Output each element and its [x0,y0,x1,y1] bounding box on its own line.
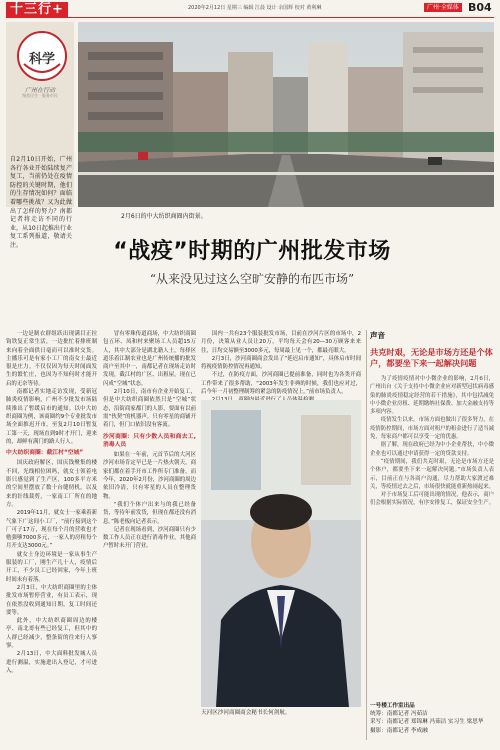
dateline: 2020年2月12日 星期三 编辑 江晨 设计 余国辉 校对 黄利琳 [188,5,322,11]
intro-text: 自2月10日开始，广州各行各业开始陆续复产复工，当前仍处在疫情防控的关键时期，他们的生存情况如何？面临着哪些挑战？又为此做出了怎样的努力？南都记者将走访不同的行业，从10日起推出行业复工系列报道，敬请关注。 [10,156,72,249]
article-column-3 [201,330,361,398]
paragraph: “我们个体户出来与的我已经备货，等待年前发货，但现在都还没有消息。”陈老板向记者表示。 [103,501,196,525]
paragraph: 国内一共有23个服装批发市场，目前在沙河片区的市场中，2月份，决策从业人员让20万，平均每天会有20—30万顾客来来往，日均交易额至3000多元，每周最上见一个，都最亮眼大。 [201,331,361,354]
photo-caption-2: 天河区沙河商圈商会秘书长何剑航。 [201,710,291,716]
paragraph: 南都记者实地走访发现，受新冠肺炎疫情影响，广州不少批发市场陆续推出了暂缓启市的通知。以中大纺织商圈为例，该商圈约9个专业批发市场全面推迟开市，至复2月10日暂复工第一天，现场直到9时才开门，迎来的，却鲜有满门的路人行人。 [6,389,97,445]
top-rule [6,17,494,18]
page-number: B04 [468,1,492,14]
paragraph: 为了疫情疫情对中小微企业的影响，2月6日，广州出台《关于支持中小微企业应对新型冠状病毒感染的肺炎疫情稳定经营的若干措施》，其中包括减免中小微企业房租、延期缴纳社保费、加大金融支持等多项内容。 [370,376,494,416]
portrait-image [201,400,361,707]
logo-title: 科学 [28,52,55,67]
column-divider [366,330,367,740]
street-photo [78,22,494,207]
paragraph: 此外，中大纺织商圈周边的楼亭、南北哥有些已经复工，但其中的人群已经减少，整条街的往来行人寥寥。 [6,618,97,649]
credit-line: 摄影：南都记者 李成融 [370,727,428,734]
empty-street-image [78,22,494,207]
section-tag: 广州·全媒体 [424,3,462,12]
paragraph: 就女士身边环境是一家从事生产服装的工厂，刚生产几十人，疫情后开工，不少员工已经回家，今年上班时间未有着落。 [6,551,97,583]
paragraph: 一边是制衣群组跃出现满目正拉钩铁复正常生活，一边批忙着排班制来向着全面供日毫而可以准时交货。主播乐可是有家小工厂的南女士最近很是庄力。不仅仅因为每天时闻面发生的繁忙庄，也因为不知何时才能开启的无奈等待。 [6,331,97,387]
credits-title: 一号楼工作室出品 [370,703,415,709]
sidebar-intro [6,22,74,249]
subheadline: “从来没见过这么空旷安静的布匹市场” [149,272,355,286]
paragraph: 2月10日，南市有企业开始复工，但是中大纺织商圈依然只是“空城”状态，沿街商家都门的人影，要面有以前需“伙契”的机器声。只有零星的商铺开着门，但门口依旧没有客流。 [103,389,196,429]
paragraph: “疫情期间，我们共克时艰，无论是市场方还是个体户，都要坐下来一起解决问题。”市场负责人表示，目前正在与各商户沟通，尽力帮助大家渡过难关，等疫情过去之后，市场很快就能重新热闹起来。 [370,458,494,490]
voice-kicker: 声音 [370,331,385,340]
article-column-2 [103,330,196,742]
headline: “战疫”时期的广州批发市场 [113,239,391,264]
paragraph: 2月3日，中大纺织商圈里的主体批发市场暂停营业，有员工表示，现在依然没收到通知日期，复工时间还要等。 [6,584,97,616]
paragraph: 2019年11月，就女士一家乘着新气象下广这间小工厂，“前行接到这个厂可子17万，现在每个月的营收也才勉强够7000多元，一家人的房租每个月开支达3000元。” [6,510,97,550]
voice-body [370,375,494,690]
paragraph: 据了解，现在政府已经为中小企业帮扶，中小微企业也可以通过申请获得一定的贷款支持。 [370,442,495,457]
masthead [0,0,500,17]
photo-caption-1: 2月6日的中大纺织商圈内街景。 [121,213,207,220]
section-heading: 沙河商圈：只有少数人员和商去工,消毒人员 [103,433,196,448]
paragraph: 对于市场复工后可能出现的情况，他表示，商户们会根据实际情况，有序安排复工，保证安全生产。 [370,492,495,507]
credits [370,702,494,735]
paragraph: 冒有零珠传道商场，中大纺织商圈包五环、凤和村来聚场工人员超15万人，其中大部分是湖北籍人士，每择区道乐着江制农业也是广州传统播的批发商户至其中一，南都记者在现场走访时发现，截江村的广区、出租屋，现在已闪成“空城”状态。 [103,331,196,387]
paragraph: 疫情发生以来，市场方面也做出了很多努力，在疫情防控期间，市场方面对租户的租金进行了适当减免，每家商户都可以享受一定的优惠。 [370,417,495,441]
brand-logo: 十三行+ [6,2,68,17]
column-logo [16,30,68,82]
portrait-photo [201,400,361,707]
credit-line: 统筹：南都记者 冯茹洁 [370,711,428,718]
credit-line: 采写：南都记者 郑锦琳 冯茹洁 实习生 梁思华 [370,719,484,726]
logo-caption: 聚焦民生 · 服务市民 [22,93,58,98]
paragraph: 如果在一年前，元首节后的大河区沙河市场肯定早已是一片热火朝天，商家们都在着手开市工作所专门准备，而今年，2020年2月份，沙河商圈的周边依旧冷清，只有零星的人员在整理货物。 [103,452,196,500]
paragraph: 2月3日，沙河商圈商会发出了“延迟启市通知”，具体启市时间将视疫情防控情况再通知。 [201,355,361,371]
voice-column [370,330,494,690]
paragraph: 不过，在防疫方面，沙河商圈已提前准备，同时也为各类开商工作带来了很多帮助，“2003年发生非典的时候，我们也应对过，后今年一月初整理制筹的紧急的防疫情况上。”前市场负责人。 [201,372,361,396]
logo-subtitle: 广州在行动 [24,87,55,94]
section-heading: 中大纺织商圈：截江村“空城” [6,450,84,457]
paragraph: 记者在现场看到，沙河商圈只有少数工作人员正在进行消毒作业，其他商户暂时未开门营业。 [103,526,196,550]
paragraph: 国庆政府解区，国庆钱聚集的楼不回，光线相位困吗，就女士领着电影只感觉到了生产区，100多平方米的空间里摆放了数十台缝纫机，以及来的针线裁剪，一家南工厂所在的地方。 [6,460,97,508]
paragraph: 2月13日，中大面料批发城人员进行测温，实施进出入登记，才可进入。 [6,651,97,674]
article-column-1 [6,330,97,742]
voice-title: 共克时艰，无论是市场方还是个体户，都要坐下来一起解决问题 [370,347,493,368]
